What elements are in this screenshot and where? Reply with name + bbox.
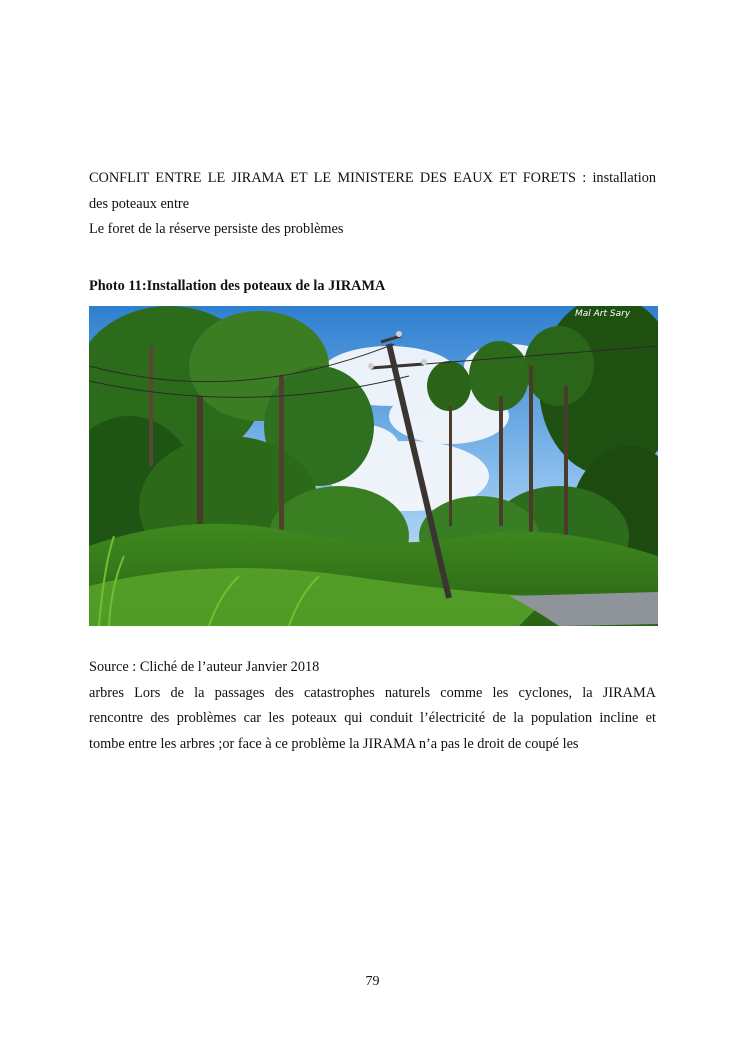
photo-power-pole-in-forest — [89, 306, 658, 626]
photo-caption: Photo 11:Installation des poteaux de la JIRAMA — [89, 278, 386, 294]
heading-line-1: CONFLIT ENTRE LE JIRAMA ET LE MINISTERE DES EAUX ET FORETS : installation — [89, 170, 656, 186]
paragraph-line-1: arbres Lors de la passages des catastrophes naturels comme les cyclones, la JIRAMA — [89, 685, 656, 701]
photo-source: Source : Cliché de l’auteur Janvier 2018 — [89, 659, 320, 675]
paragraph-line-2: rencontre des problèmes car les poteaux qui conduit l’électricité de la population incline et — [89, 710, 656, 726]
heading-line-2: des poteaux entre — [89, 196, 190, 212]
paragraph-line-3: tombe entre les arbres ;or face à ce problème la JIRAMA n’a pas le droit de coupé les — [89, 736, 579, 752]
photo-watermark: Mal Art Sary — [575, 309, 631, 319]
page-number: 79 — [365, 974, 380, 989]
heading-line-3: Le foret de la réserve persiste des problèmes — [89, 221, 344, 237]
